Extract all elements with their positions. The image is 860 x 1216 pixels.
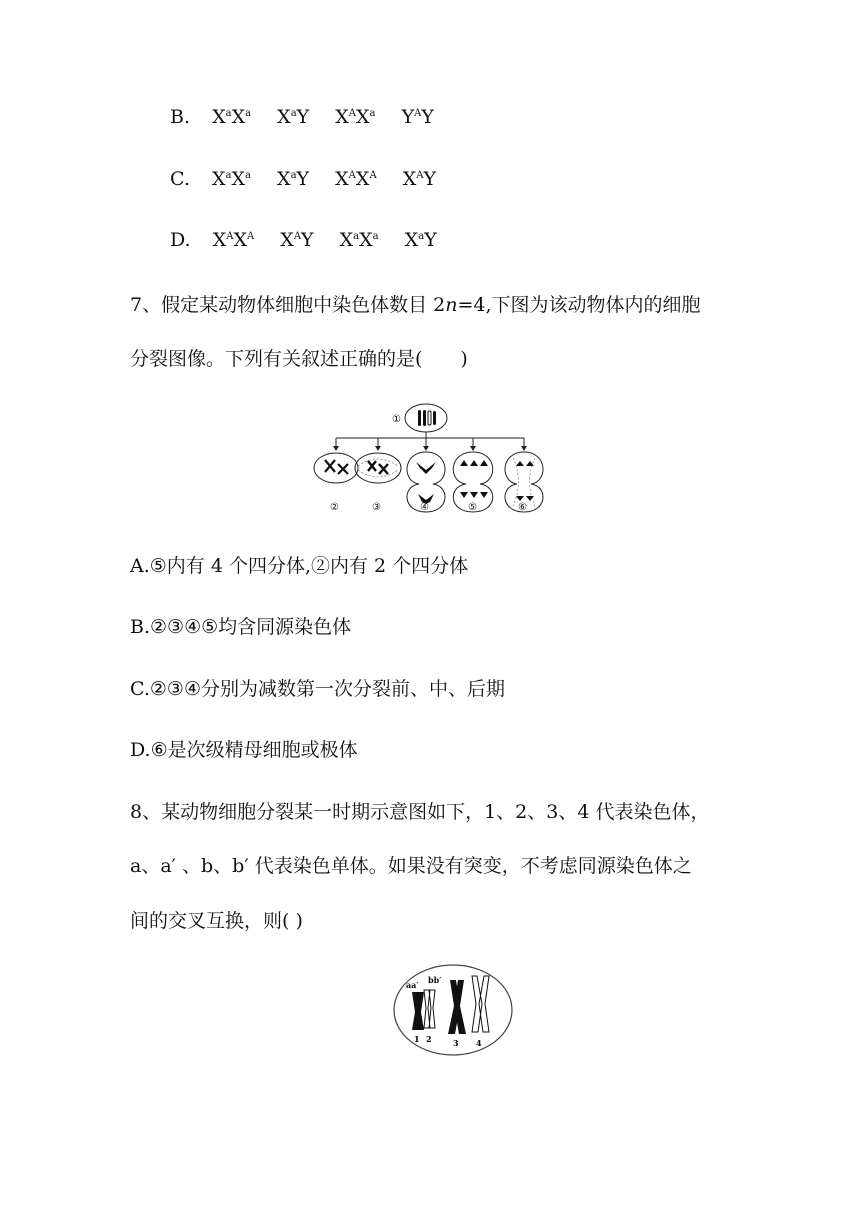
label-2: 2	[426, 1034, 432, 1044]
genotype: $X^AX^A$	[335, 168, 377, 190]
cell-division-figure	[308, 400, 556, 518]
genotype: $X^aX^a$	[212, 106, 252, 128]
chromosome-1	[412, 992, 424, 1030]
chromosome-4	[472, 976, 489, 1032]
genotype: $X^AX^a$	[335, 106, 376, 128]
q7-option-a: A.⑤内有 4 个四分体,②内有 2 个四分体	[130, 555, 469, 577]
cell-3	[355, 453, 401, 483]
q7-figure-labels: ② ③ ④ ⑤ ⑥	[330, 502, 527, 513]
label-1: 1	[414, 1034, 420, 1044]
genotype: $Y^AY$	[401, 106, 434, 128]
chromosome-3	[448, 980, 466, 1034]
label-4: 4	[476, 1038, 482, 1048]
genotype: $X^aX^a$	[339, 229, 379, 251]
q8-stem-line1: 8、某动物细胞分裂某一时期示意图如下，1、2、3、4 代表染色体，	[130, 801, 710, 823]
label-aa: aa′	[406, 980, 419, 990]
q8-stem-line2: a、a′ 、b、b′ 代表染色单体。如果没有突变，不考虑同源染色体之	[130, 855, 692, 877]
chromosome-2	[424, 990, 435, 1028]
label-3: 3	[453, 1038, 459, 1048]
chromosome-figure	[392, 962, 514, 1058]
option-letter: B.	[170, 106, 191, 128]
cell-2	[314, 453, 358, 483]
q7-option-b: B.②③④⑤均含同源染色体	[130, 616, 352, 638]
genotype: $X^aX^a$	[212, 168, 251, 190]
option-letter: C.	[170, 168, 190, 190]
q7-option-d: D.⑥是次级精母细胞或极体	[130, 739, 358, 761]
genotype: $X^aY$	[404, 229, 437, 251]
option-d	[170, 229, 437, 251]
q7-option-c: C.②③④分别为减数第一次分裂前、中、后期	[130, 678, 506, 700]
q8-stem-line3: 间的交叉互换，则( )	[130, 910, 303, 932]
option-b	[170, 106, 434, 128]
genotype: $X^aY$	[277, 168, 310, 190]
genotype: $X^AY$	[402, 168, 437, 190]
genotype: $X^aY$	[277, 106, 310, 128]
arrows	[336, 432, 524, 448]
genotype: $X^AX^A$	[212, 229, 255, 251]
label-1: ①	[392, 414, 401, 425]
option-letter: D.	[170, 229, 191, 251]
q7-stem-line2: 分裂图像。下列有关叙述正确的是( )	[130, 348, 468, 370]
genotype: $X^AY$	[280, 229, 314, 251]
label-bb: bb′	[428, 975, 442, 985]
q7-stem-line1: 7、假定某动物体细胞中染色体数目 2n=4,下图为该动物体内的细胞	[130, 294, 701, 316]
option-c	[170, 168, 436, 190]
